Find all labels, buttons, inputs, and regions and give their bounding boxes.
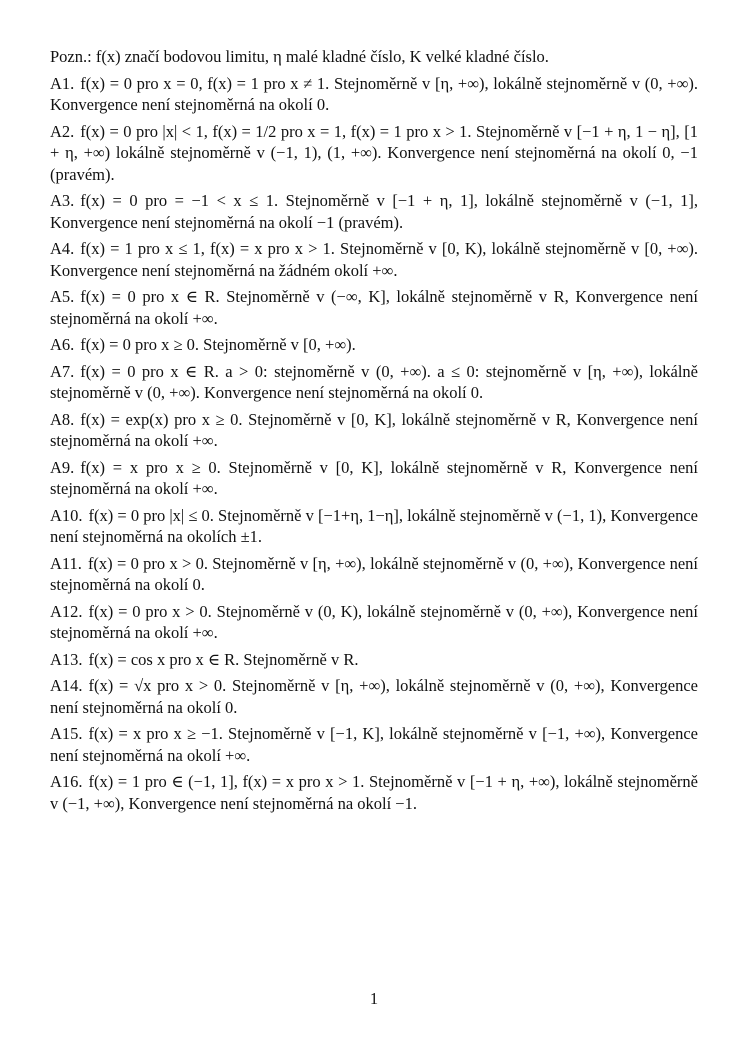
list-item-a8 bbox=[50, 409, 698, 452]
item-text: f(x) = 0 pro x ≥ 0. Stejnoměrně v [0, +∞). bbox=[80, 335, 356, 354]
item-label: A15. bbox=[50, 724, 83, 743]
item-label: A14. bbox=[50, 676, 83, 695]
item-text: f(x) = cos x pro x ∈ R. Stejnoměrně v R. bbox=[88, 649, 359, 669]
item-text: f(x) = 0 pro = −1 < x ≤ 1. Stejnoměrně v [−1 + η, 1], lokálně stejnoměrně v (−1, 1], Konvergence není stejnoměrná na okolí −1 (pravém). bbox=[50, 191, 698, 232]
item-label: A1. bbox=[50, 73, 75, 93]
list-item-a5 bbox=[50, 286, 698, 329]
item-label: A13. bbox=[50, 649, 83, 669]
item-label: A11. bbox=[50, 553, 82, 573]
list-item-a11 bbox=[50, 553, 698, 596]
item-text: f(x) = 0 pro x ∈ R. a > 0: stejnoměrně v (0, +∞). a ≤ 0: stejnoměrně v [η, +∞), lokálně stejnoměrně v (0, +∞). Konvergence není stejnoměrná na okolí 0. bbox=[50, 361, 698, 402]
item-text: f(x) = 1 pro ∈ (−1, 1], f(x) = x pro x > 1. Stejnoměrně v [−1 + η, +∞), lokálně stejnoměrně v (−1, +∞), Konvergence není stejnoměrná na okolí −1. bbox=[50, 772, 698, 813]
list-item-a10 bbox=[50, 505, 698, 548]
list-item-a7 bbox=[50, 361, 698, 404]
note-paragraph: Pozn.: f(x) značí bodovou limitu, η malé kladné číslo, K velké kladné číslo. bbox=[50, 47, 549, 66]
item-text: f(x) = 0 pro x > 0. Stejnoměrně v (0, K), lokálně stejnoměrně v (0, +∞), Konvergence není stejnoměrná na okolí +∞. bbox=[50, 601, 698, 642]
page-number: 1 bbox=[369, 989, 379, 1008]
item-label: A2. bbox=[50, 121, 75, 141]
item-label: A10. bbox=[50, 505, 83, 525]
item-label: A6. bbox=[50, 335, 75, 354]
item-label: A12. bbox=[50, 601, 83, 621]
list-item-a15 bbox=[50, 723, 698, 766]
list-item-a12 bbox=[50, 601, 698, 644]
list-item-a2 bbox=[50, 121, 698, 186]
list-item-a4 bbox=[50, 238, 698, 281]
document-page bbox=[50, 46, 698, 819]
item-label: A5. bbox=[50, 287, 75, 306]
item-text: f(x) = 1 pro x ≤ 1, f(x) = x pro x > 1. Stejnoměrně v [0, K), lokálně stejnoměrně v [0, +∞). Konvergence není stejnoměrná na žádném okolí +∞. bbox=[50, 239, 698, 280]
list-item-a1 bbox=[50, 73, 698, 116]
item-label: A9. bbox=[50, 457, 75, 477]
item-text: f(x) = 0 pro x > 0. Stejnoměrně v [η, +∞), lokálně stejnoměrně v (0, +∞), Konvergence není stejnoměrná na okolí 0. bbox=[50, 553, 698, 594]
item-label: A16. bbox=[50, 772, 83, 791]
list-item-a16 bbox=[50, 771, 698, 814]
item-text: f(x) = 0 pro x ∈ R. Stejnoměrně v (−∞, K], lokálně stejnoměrně v R, Konvergence není stejnoměrná na okolí +∞. bbox=[50, 287, 698, 328]
item-text: f(x) = 0 pro |x| < 1, f(x) = 1/2 pro x = 1, f(x) = 1 pro x > 1. Stejnoměrně v [−1 + η, 1 − η], [1 + η, +∞) lokálně stejnoměrně v (−1, 1), (1, +∞). Konvergence není stejnoměrná na okolí 0, −1 (pravém). bbox=[50, 121, 698, 184]
list-item-a6 bbox=[50, 334, 698, 356]
list-item-a9 bbox=[50, 457, 698, 500]
item-text: f(x) = x pro x ≥ −1. Stejnoměrně v [−1, K], lokálně stejnoměrně v [−1, +∞), Konvergence není stejnoměrná na okolí +∞. bbox=[50, 724, 698, 765]
item-label: A8. bbox=[50, 409, 75, 429]
list-item-a13 bbox=[50, 649, 698, 671]
item-text: f(x) = √x pro x > 0. Stejnoměrně v [η, +∞), lokálně stejnoměrně v (0, +∞), Konvergence není stejnoměrná na okolí 0. bbox=[50, 676, 698, 717]
item-text: f(x) = 0 pro |x| ≤ 0. Stejnoměrně v [−1+η, 1−η], lokálně stejnoměrně v (−1, 1), Konvergence není stejnoměrná na okolích ±1. bbox=[50, 505, 698, 546]
list-item-a14 bbox=[50, 675, 698, 718]
item-label: A3. bbox=[50, 191, 75, 210]
item-text: f(x) = exp(x) pro x ≥ 0. Stejnoměrně v [0, K], lokálně stejnoměrně v R, Konvergence není stejnoměrná na okolí +∞. bbox=[50, 409, 698, 450]
item-label: A4. bbox=[50, 239, 75, 258]
item-text: f(x) = x pro x ≥ 0. Stejnoměrně v [0, K], lokálně stejnoměrně v R, Konvergence není stejnoměrná na okolí +∞. bbox=[50, 457, 698, 498]
item-text: f(x) = 0 pro x = 0, f(x) = 1 pro x ≠ 1. Stejnoměrně v [η, +∞), lokálně stejnoměrně v (0, +∞). Konvergence není stejnoměrná na okolí 0. bbox=[50, 73, 698, 114]
item-label: A7. bbox=[50, 361, 75, 381]
list-item-a3 bbox=[50, 190, 698, 233]
